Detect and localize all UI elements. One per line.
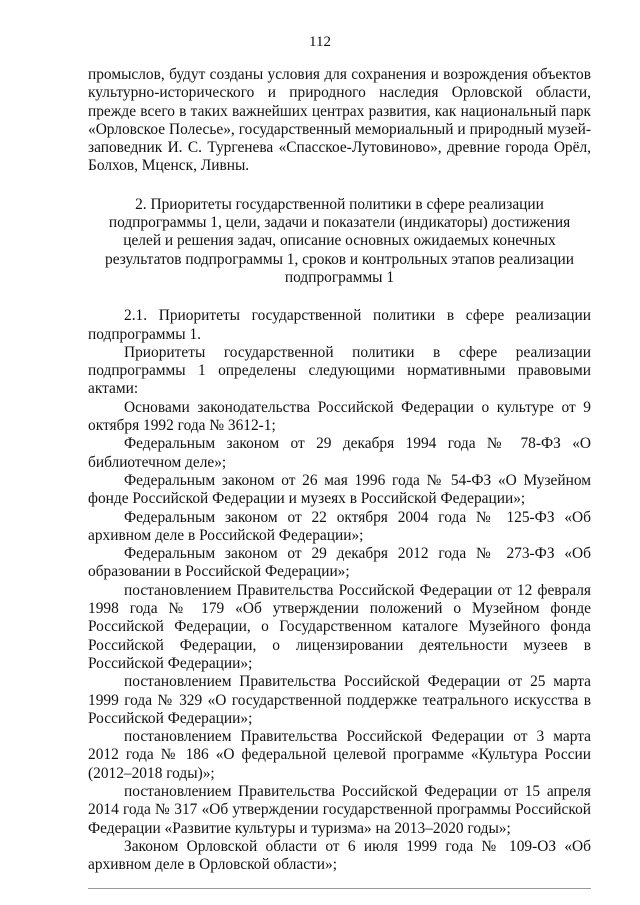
act-item: постановлением Правительства Российской Федерации от 3 марта 2012 года № 186 «О федеральной целевой программе «Культура России (2012–2018 годы)»; bbox=[88, 728, 591, 782]
act-item: Федеральным законом от 29 декабря 2012 года № 273-ФЗ «Об образовании в Российской Федерации»; bbox=[88, 545, 591, 581]
document-body bbox=[88, 66, 591, 874]
act-item: постановлением Правительства Российской Федерации от 15 апреля 2014 года № 317 «Об утверждении государственной программы Российской Федерации «Развитие культуры и туризма» на 2013–2020 годы»; bbox=[88, 782, 591, 837]
subsection-title: 2.1. Приоритеты государственной политики в сфере реализации подпрограммы 1. bbox=[88, 307, 591, 343]
continuation-paragraph: промыслов, будут созданы условия для сохранения и возрождения объектов культурно-исторического и природного наследия Орловской области, прежде всего в таких важнейших центрах развития, как национальный парк «Орловское Полесье», государственный мемориальный и природный музей-заповедник И. С. Тургенева «Спасское-Лутовиново», древние города Орёл, Болхов, Мценск, Ливны. bbox=[88, 66, 591, 175]
act-item: Законом Орловской области от 6 июля 1999 года № 109-ОЗ «Об архивном деле в Орловской области»; bbox=[88, 837, 591, 874]
act-item: постановлением Правительства Российской Федерации от 25 марта 1999 года № 329 «О государственной поддержке театрального искусства в Российской Федерации»; bbox=[88, 673, 591, 727]
section-heading: 2. Приоритеты государственной политики в сфере реализации подпрограммы 1, цели, задачи и показатели (индикаторы) достижения целей и решения задач, описание основных ожидаемых конечных результатов подпрограммы 1, сроков и контрольных этапов реализации подпрограммы 1 bbox=[105, 195, 574, 286]
act-item: Федеральным законом от 29 декабря 1994 года № 78-ФЗ «О библиотечном деле»; bbox=[88, 435, 591, 471]
act-item: Основами законодательства Российской Федерации о культуре от 9 октября 1992 года № 3612-1; bbox=[88, 398, 591, 435]
act-item: Федеральным законом от 22 октября 2004 года № 125-ФЗ «Об архивном деле в Российской Федерации»; bbox=[88, 508, 591, 544]
page-number: 112 bbox=[309, 34, 331, 50]
act-item: постановлением Правительства Российской Федерации от 12 февраля 1998 года № 179 «Об утверждении положений о Музейном фонде Российской Федерации, о Государственном каталоге Музейного фонда Российской Федерации, о лицензировании деятельности музеев в Российской Федерации»; bbox=[88, 581, 591, 672]
page-bottom-rule bbox=[88, 888, 591, 889]
act-item: Федеральным законом от 26 мая 1996 года № 54-ФЗ «О Музейном фонде Российской Федерации и музеях в Российской Федерации»; bbox=[88, 471, 591, 508]
intro-paragraph: Приоритеты государственной политики в сфере реализации подпрограммы 1 определены следующими нормативными правовыми актами: bbox=[88, 343, 591, 398]
